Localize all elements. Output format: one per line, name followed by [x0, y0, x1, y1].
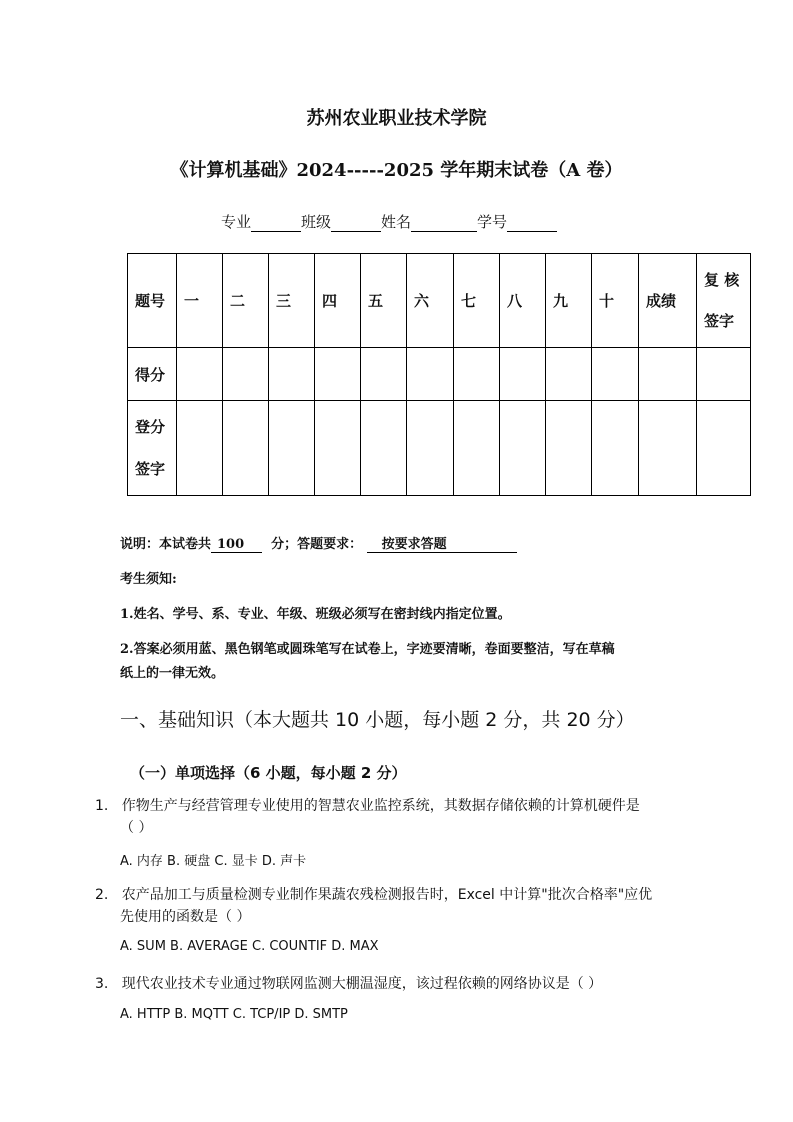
- table-row: [128, 348, 751, 401]
- question-number: 2.: [95, 887, 109, 903]
- sign-cell[interactable]: [454, 401, 500, 496]
- student-info: [221, 211, 557, 232]
- sign-cell[interactable]: [177, 401, 223, 496]
- question-text: 农产品加工与质量检测专业制作果蔬农残检测报告时，Excel 中计算"批次合格率"应优: [121, 887, 653, 903]
- header-cell: 一: [177, 254, 223, 348]
- desc-prefix: 说明：本试卷共: [120, 537, 212, 552]
- sign-cell[interactable]: [407, 401, 454, 496]
- score-cell[interactable]: [177, 348, 223, 401]
- question-text-cont: （ ）: [120, 820, 153, 836]
- id-field[interactable]: [507, 215, 557, 232]
- question-number: 1.: [95, 798, 109, 814]
- sign-cell[interactable]: [500, 401, 546, 496]
- sign-cell[interactable]: [269, 401, 315, 496]
- sign-cell[interactable]: [315, 401, 361, 496]
- notice-heading: 考生须知:: [120, 572, 177, 587]
- header-cell: 十: [592, 254, 639, 348]
- label-line: 登分: [135, 418, 166, 436]
- header-cell: 六: [407, 254, 454, 348]
- score-table: [127, 253, 751, 496]
- question-text: 作物生产与经营管理专业使用的智慧农业监控系统，其数据存储依赖的计算机硬件是: [121, 798, 640, 814]
- requirement: 按要求答题: [367, 533, 517, 553]
- question-options: A. SUM B. AVERAGE C. COUNTIF D. MAX: [120, 939, 379, 954]
- score-cell[interactable]: [454, 348, 500, 401]
- exam-description: [120, 533, 517, 553]
- rule-1: 1.姓名、学号、系、专业、年级、班级必须写在密封线内指定位置。: [120, 607, 511, 622]
- id-label: 学号: [477, 213, 508, 231]
- score-cell[interactable]: [500, 348, 546, 401]
- score-cell[interactable]: [592, 348, 639, 401]
- score-cell[interactable]: [407, 348, 454, 401]
- sign-cell[interactable]: [546, 401, 592, 496]
- sign-cell[interactable]: [697, 401, 751, 496]
- score-cell[interactable]: [223, 348, 269, 401]
- question-text: 现代农业技术专业通过物联网监测大棚温湿度，该过程依赖的网络协议是（ ）: [121, 976, 603, 992]
- class-field[interactable]: [331, 215, 381, 232]
- question-text-cont: 先使用的函数是（ ）: [120, 909, 251, 925]
- header-cell: 八: [500, 254, 546, 348]
- desc-mid: 分；答题要求：: [271, 537, 363, 552]
- major-field[interactable]: [251, 215, 301, 232]
- score-cell[interactable]: [269, 348, 315, 401]
- score-cell[interactable]: [697, 348, 751, 401]
- review-label: 复 核: [704, 270, 740, 289]
- class-label: 班级: [301, 213, 332, 231]
- question-2: [95, 884, 652, 904]
- name-field[interactable]: [411, 215, 477, 232]
- header-cell: 九: [546, 254, 592, 348]
- header-cell: 五: [361, 254, 407, 348]
- name-label: 姓名: [381, 213, 412, 231]
- row-label: 得分: [128, 348, 177, 401]
- major-label: 专业: [221, 213, 252, 231]
- sign-cell[interactable]: [223, 401, 269, 496]
- subsection-heading: （一）单项选择（6 小题，每小题 2 分）: [130, 764, 407, 782]
- header-cell: [697, 254, 751, 348]
- sign-cell[interactable]: [592, 401, 639, 496]
- exam-title: 《计算机基础》2024-----2025 学年期末试卷（A 卷）: [170, 160, 623, 181]
- question-number: 3.: [95, 976, 109, 992]
- score-cell[interactable]: [361, 348, 407, 401]
- label-line: 签字: [135, 460, 166, 478]
- question-3: [95, 973, 602, 993]
- sign-label: 签字: [704, 311, 735, 330]
- header-cell: 七: [454, 254, 500, 348]
- score-cell[interactable]: [639, 348, 697, 401]
- question-1: [95, 795, 640, 815]
- header-cell: 成绩: [639, 254, 697, 348]
- sign-cell[interactable]: [361, 401, 407, 496]
- score-cell[interactable]: [315, 348, 361, 401]
- header-cell: 二: [223, 254, 269, 348]
- question-options: A. 内存 B. 硬盘 C. 显卡 D. 声卡: [120, 854, 307, 869]
- table-row: [128, 401, 751, 496]
- header-cell: 四: [315, 254, 361, 348]
- score-cell[interactable]: [546, 348, 592, 401]
- header-cell: 题号: [128, 254, 177, 348]
- table-row: [128, 254, 751, 348]
- rule-2: 2.答案必须用蓝、黑色钢笔或圆珠笔写在试卷上，字迹要清晰，卷面要整洁，写在草稿: [120, 642, 615, 657]
- header-cell: 三: [269, 254, 315, 348]
- sign-cell[interactable]: [639, 401, 697, 496]
- question-options: A. HTTP B. MQTT C. TCP/IP D. SMTP: [120, 1007, 348, 1022]
- row-label: [128, 401, 177, 496]
- school-title: 苏州农业职业技术学院: [306, 108, 487, 129]
- rule-2-cont: 纸上的一律无效。: [120, 666, 225, 681]
- total-score: 100: [211, 537, 262, 553]
- section-heading: 一、基础知识（本大题共 10 小题，每小题 2 分，共 20 分）: [120, 709, 635, 731]
